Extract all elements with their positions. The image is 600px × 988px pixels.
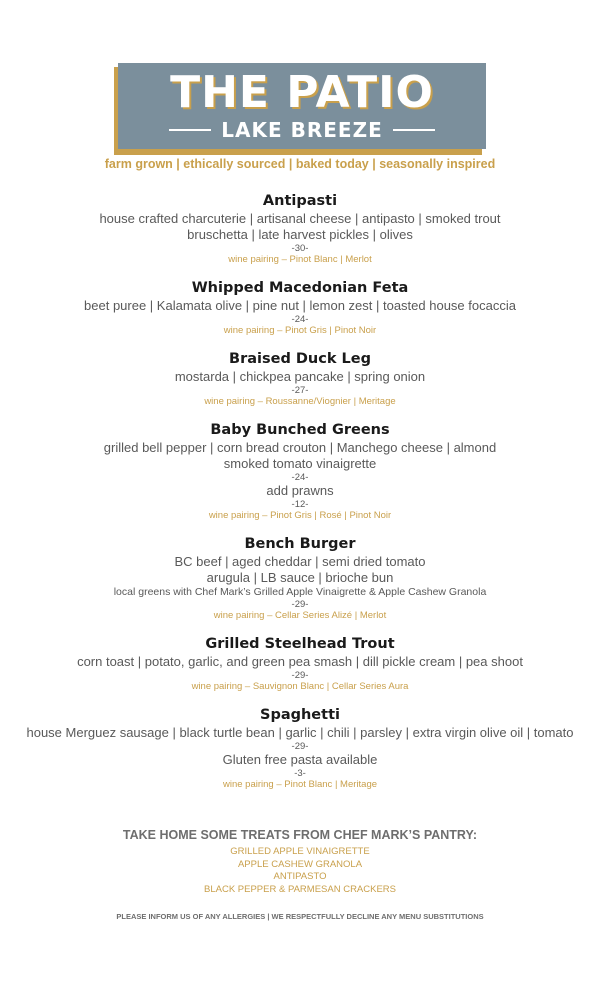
dish-name: Whipped Macedonian Feta (191, 280, 409, 296)
wine-pairing: wine pairing – Cellar Series Alizé | Merlot (213, 610, 387, 621)
dish-name: Braised Duck Leg (229, 351, 371, 367)
dish-description: house Merguez sausage | black turtle bean | garlic | chili | parsley | extra virgin olive oil | tomato (26, 725, 574, 740)
wine-pairing: wine pairing – Roussanne/Viognier | Meritage (204, 396, 396, 407)
dish-description: BC beef | aged cheddar | semi dried tomato (174, 554, 426, 569)
dish-description: beet puree | Kalamata olive | pine nut | lemon zest | toasted house focaccia (84, 298, 516, 313)
wine-pairing: wine pairing – Pinot Gris | Pinot Noir (223, 325, 377, 336)
dish-price: -29- (291, 599, 309, 610)
logo-right-rule (393, 129, 435, 131)
dish-addon: Gluten free pasta available (222, 752, 378, 767)
dish-name: Bench Burger (244, 536, 356, 552)
dish-description: house crafted charcuterie | artisanal cheese | antipasto | smoked trout (99, 211, 501, 226)
menu-item-bench-burger (0, 535, 600, 622)
dish-description: corn toast | potato, garlic, and green pea smash | dill pickle cream | pea shoot (77, 654, 523, 669)
dish-description: bruschetta | late harvest pickles | olives (187, 227, 413, 242)
dish-description: grilled bell pepper | corn bread crouton | Manchego cheese | almond (103, 440, 497, 455)
wine-pairing: wine pairing – Pinot Blanc | Merlot (228, 254, 372, 265)
logo-left-rule (169, 129, 211, 131)
menu-item-duck-leg (0, 350, 600, 408)
pantry-title: TAKE HOME SOME TREATS FROM CHEF MARK’S PANTRY: (122, 828, 478, 842)
menu-item-whipped-feta (0, 279, 600, 337)
logo (114, 63, 486, 155)
dish-description: mostarda | chickpea pancake | spring onion (174, 369, 426, 384)
dish-name: Antipasti (262, 193, 338, 209)
wine-pairing: wine pairing – Pinot Blanc | Meritage (222, 779, 378, 790)
dish-name: Grilled Steelhead Trout (205, 636, 395, 652)
dish-price: -24- (291, 472, 309, 483)
pantry-section (0, 827, 600, 896)
dish-description: smoked tomato vinaigrette (223, 456, 377, 471)
addon-price: -3- (294, 768, 306, 779)
dish-name: Spaghetti (260, 707, 340, 723)
menu-item-antipasti (0, 192, 600, 266)
dish-price: -24- (291, 314, 309, 325)
dish-price: -29- (291, 670, 309, 681)
menu-list (0, 192, 600, 804)
dish-price: -27- (291, 385, 309, 396)
dish-note: local greens with Chef Mark’s Grilled Apple Vinaigrette & Apple Cashew Granola (113, 586, 487, 598)
menu-item-greens (0, 421, 600, 522)
dish-addon: add prawns (266, 483, 334, 498)
pantry-item: GRILLED APPLE VINAIGRETTE (230, 846, 370, 857)
menu-item-spaghetti (0, 706, 600, 791)
wine-pairing: wine pairing – Pinot Gris | Rosé | Pinot Noir (208, 510, 392, 521)
logo-title: THE PATIO (170, 67, 434, 118)
menu-item-steelhead-trout (0, 635, 600, 693)
wine-pairing: wine pairing – Sauvignon Blanc | Cellar Series Aura (191, 681, 409, 692)
pantry-item: ANTIPASTO (273, 871, 327, 882)
pantry-item: APPLE CASHEW GRANOLA (237, 858, 363, 870)
logo-subtitle-row (118, 118, 486, 142)
logo-subtitle: LAKE BREEZE (221, 118, 383, 142)
dish-description: arugula | LB sauce | brioche bun (206, 570, 394, 585)
dish-price: -29- (291, 741, 309, 752)
tagline: farm grown | ethically sourced | baked today | seasonally inspired (104, 157, 496, 171)
allergy-footer: PLEASE INFORM US OF ANY ALLERGIES | WE RESPECTFULLY DECLINE ANY MENU SUBSTITUTIONS (116, 912, 484, 921)
logo-box (118, 63, 486, 149)
addon-price: -12- (291, 499, 309, 510)
pantry-item: BLACK PEPPER & PARMESAN CRACKERS (204, 883, 396, 895)
dish-price: -30- (291, 243, 309, 254)
dish-name: Baby Bunched Greens (210, 422, 390, 438)
